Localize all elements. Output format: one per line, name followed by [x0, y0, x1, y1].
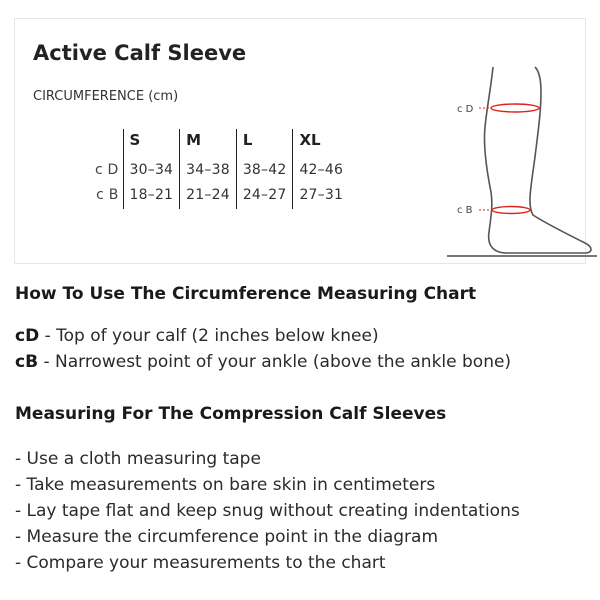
table-row — [89, 184, 349, 209]
cb-measure-ring — [492, 207, 530, 214]
cd-key: cD — [15, 326, 40, 346]
cd-label: c D — [457, 104, 474, 115]
table-row — [89, 159, 349, 184]
measuring-heading: Measuring For The Compression Calf Sleeves — [15, 404, 447, 424]
list-item — [15, 323, 511, 349]
list-item: - Use a cloth measuring tape — [15, 449, 261, 469]
how-to-heading: How To Use The Circumference Measuring Chart — [15, 284, 477, 304]
size-header-m: M — [180, 129, 237, 159]
size-header-row — [89, 129, 349, 159]
cell-cd-xl: 42–46 — [293, 159, 349, 184]
list-item: - Measure the circumference point in the diagram — [15, 527, 439, 547]
row-label-cd: c D — [95, 162, 119, 178]
cb-description: - Narrowest point of your ankle (above the ankle bone) — [38, 352, 512, 372]
size-header-s: S — [123, 129, 180, 159]
leg-outline — [484, 67, 591, 253]
cell-cb-l: 24–27 — [236, 184, 293, 209]
cell-cb-xl: 27–31 — [293, 184, 349, 209]
cell-cd-l: 38–42 — [236, 159, 293, 184]
row-label-cb: c B — [96, 187, 119, 203]
corner-cell — [89, 129, 123, 159]
cell-cd-m: 34–38 — [180, 159, 237, 184]
cb-key: cB — [15, 352, 39, 372]
product-title: Active Calf Sleeve — [33, 41, 247, 65]
list-item: - Take measurements on bare skin in centimeters — [15, 475, 436, 495]
cd-description: - Top of your calf (2 inches below knee) — [39, 326, 379, 346]
measuring-list — [15, 446, 520, 576]
leg-diagram — [435, 37, 600, 269]
list-item: - Lay tape flat and keep snug without creating indentations — [15, 501, 520, 521]
list-item: - Compare your measurements to the chart — [15, 553, 386, 573]
cell-cb-s: 18–21 — [123, 184, 180, 209]
size-header-xl: XL — [293, 129, 349, 159]
cb-label: c B — [457, 205, 473, 216]
size-chart-card — [14, 18, 586, 264]
size-table — [89, 129, 349, 209]
how-to-list — [15, 323, 511, 375]
chart-subtitle: CIRCUMFERENCE (cm) — [33, 89, 179, 104]
cell-cb-m: 21–24 — [180, 184, 237, 209]
list-item — [15, 349, 511, 375]
size-header-l: L — [236, 129, 293, 159]
cd-measure-ring — [491, 104, 539, 112]
cell-cd-s: 30–34 — [123, 159, 180, 184]
